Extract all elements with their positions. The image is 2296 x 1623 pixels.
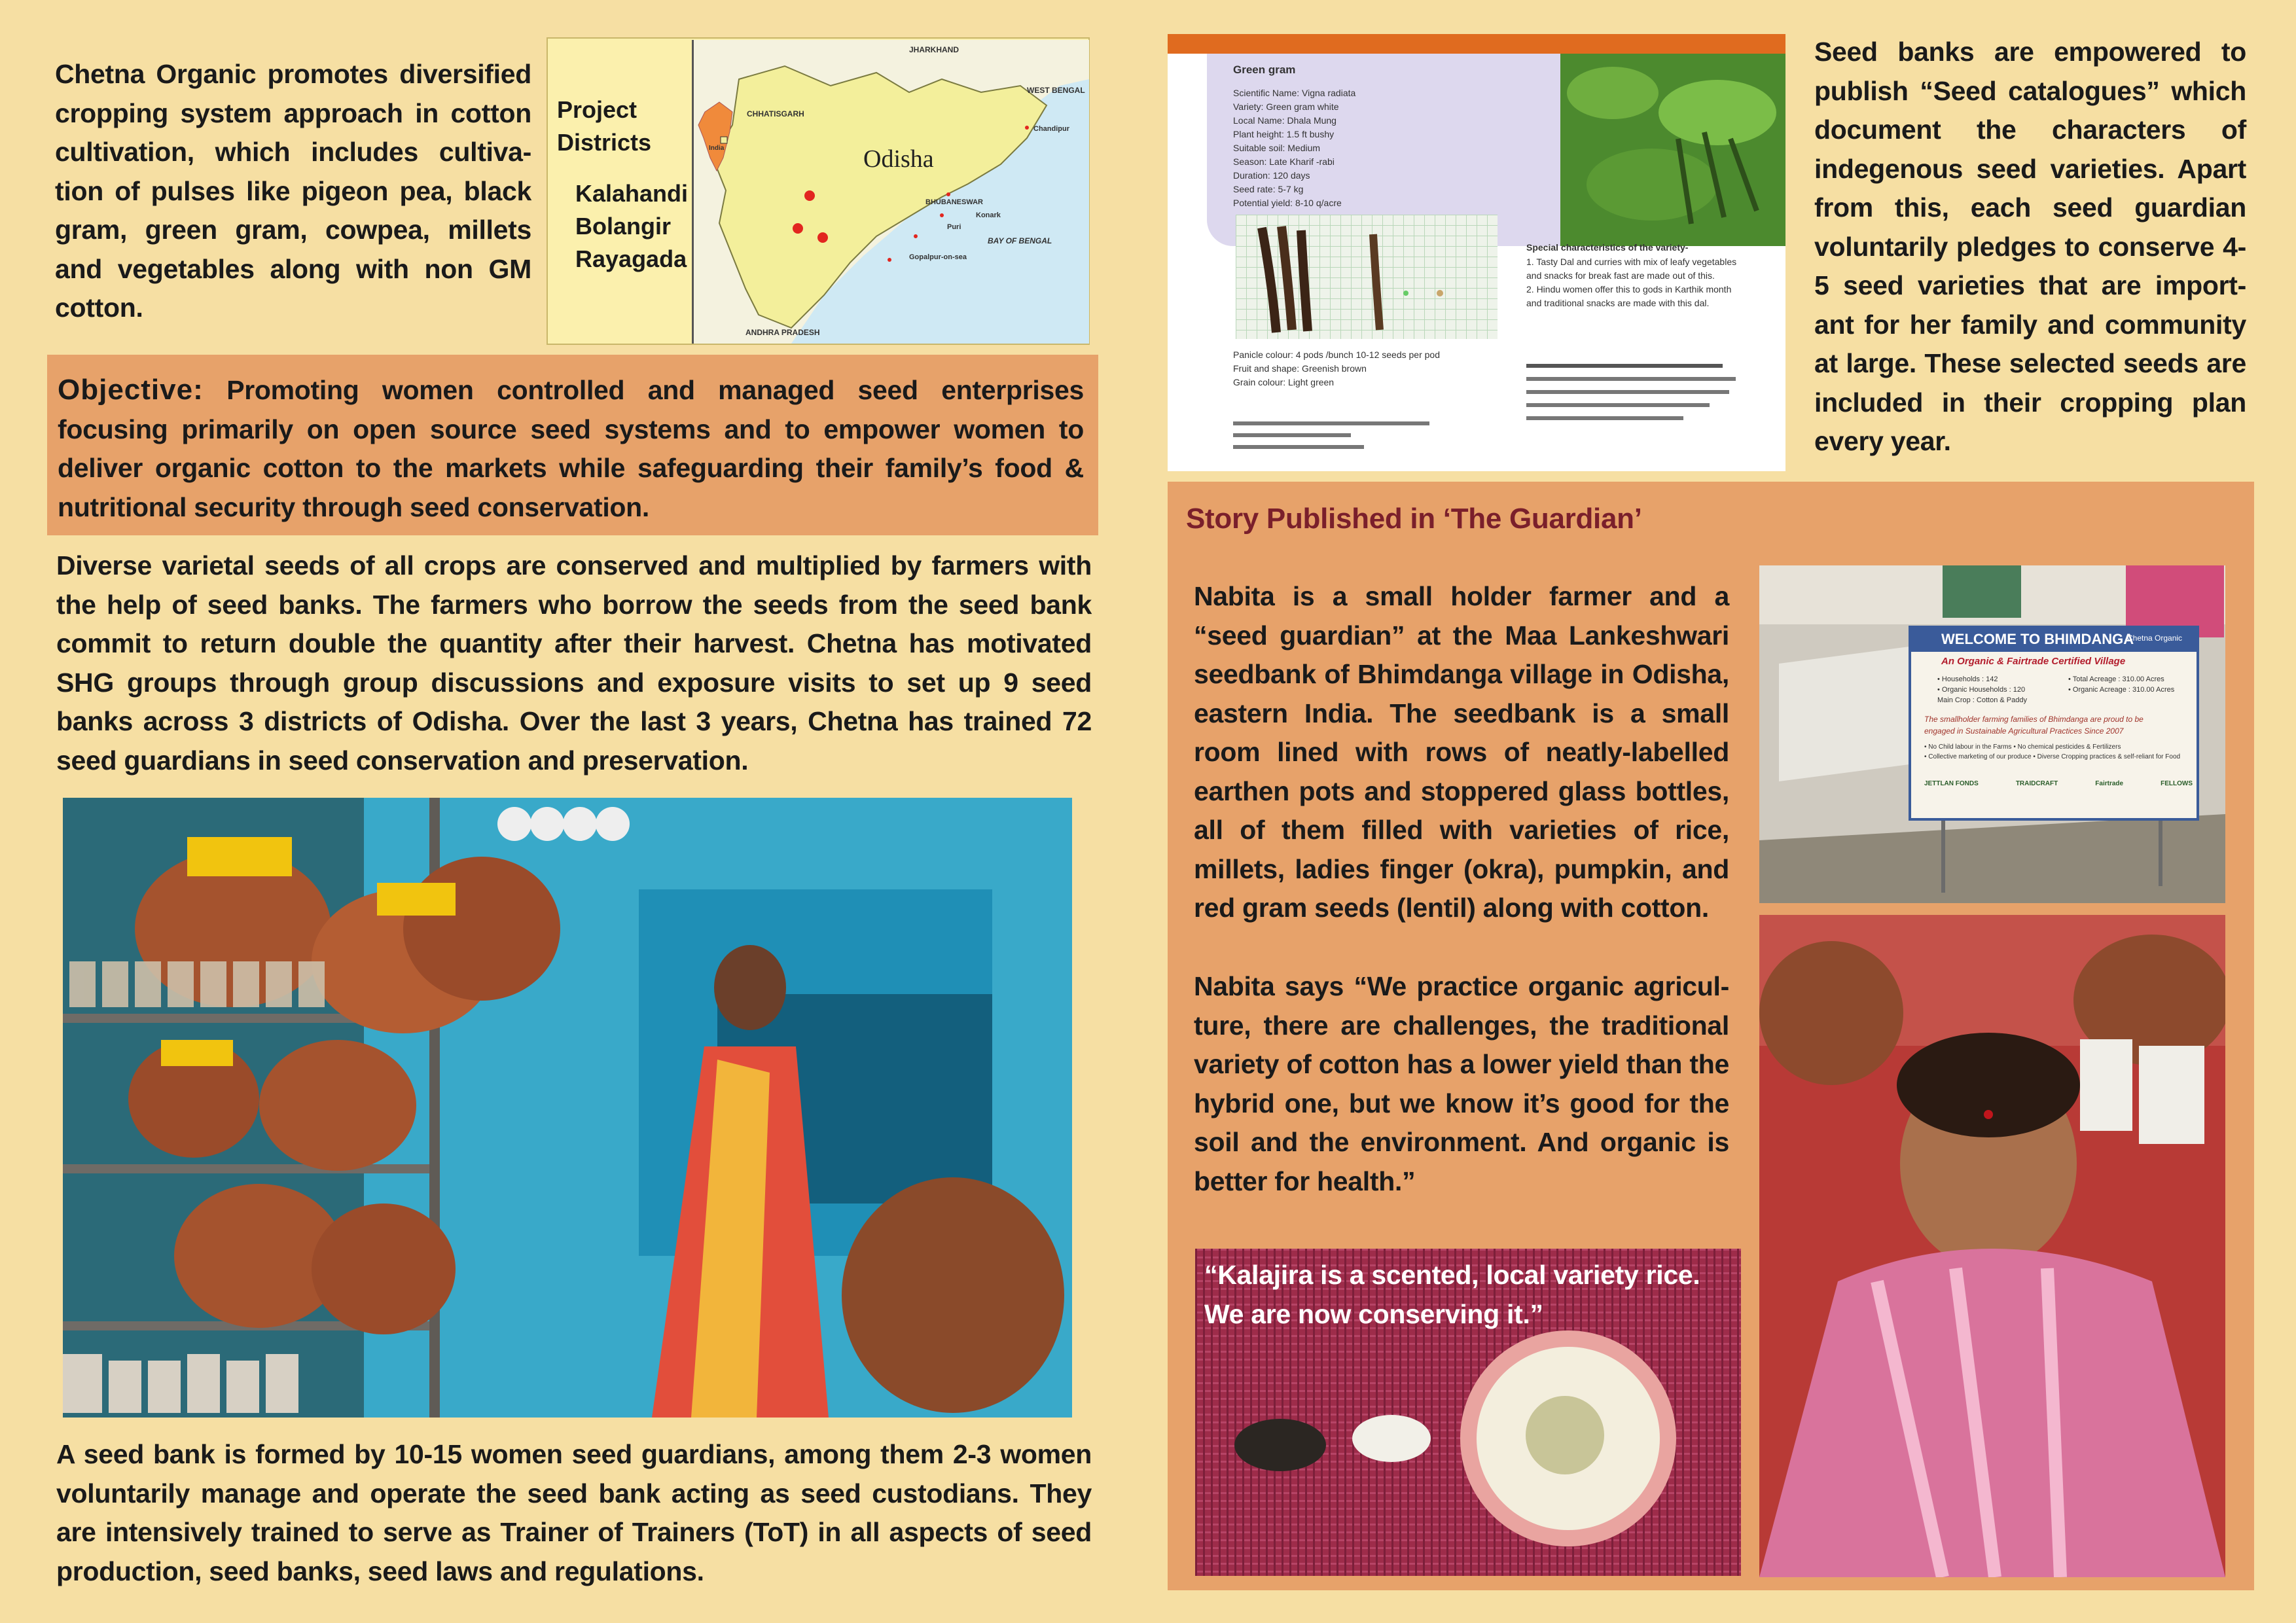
map-heading (557, 94, 651, 159)
signboard-title: WELCOME TO BHIMDANGA (1941, 631, 2134, 647)
seed-catalogue-page (1168, 34, 1785, 471)
guardian-story-text: Nabita is a small holder farmer and a “seed guardian” at the Maa Lankeshwari seedbank of Bhimdanga village in Odisha, eastern India. The seedbank is a small room lined with rows of neatly-labelled earthen pots and stoppered glass bottles, all of them filled with varieties of rice, millets, ladies finger (okra), pumpkin, and red gram seeds (lentil) along with cotton. (1194, 581, 1729, 923)
objective-label: Objective: (58, 374, 204, 406)
rice-caption-line1: “Kalajira is a scented, local variety rice. (1204, 1260, 1700, 1290)
label-odisha: Odisha (863, 145, 934, 173)
catalogue-special-items: 1. Tasty Dal and curries with mix of leafy vegetables and snacks for break fast are made out of this. 2. Hindu women offer this to gods in Karthik month and traditional snacks are made with this dal. (1526, 257, 1737, 308)
label-chandipur: Chandipur (1033, 125, 1069, 133)
district-bolangir: Bolangir (575, 213, 672, 240)
kalajira-rice-photo (1195, 1249, 1741, 1576)
label-chhattisgarh: CHHATISGARH (747, 109, 804, 118)
signboard-lines: The smallholder farming families of Bhimdanga are proud to be engaged in Sustainable Agricultural Practices Since 2007 (1924, 715, 2144, 736)
label-puri: Puri (947, 223, 961, 231)
marker-bolangir (804, 190, 815, 201)
catalogues-text: Seed banks are empowered to publish “Seed catalogues” which document the characters of indegenous seed varieties. Apart from this, each seed guardian voluntarily pledges to conserve 4-5 seed varieties that are import-ant for her family and community at large. These selected seeds are included in their cropping plan every year. (1814, 37, 2246, 456)
signboard-subtitle: An Organic & Fairtrade Certified Village (1941, 656, 2126, 667)
rice-caption-line2: We are now conserving it.” (1204, 1299, 1543, 1329)
marker-kalahandi (793, 223, 803, 234)
signboard (1909, 626, 2199, 821)
label-andhra: ANDHRA PRADESH (745, 328, 820, 337)
signboard-bullets: • No Child labour in the Farms • No chemical pesticides & Fertilizers • Collective marketing of our produce • Diverse Cropping practices & self-reliant for Food (1924, 743, 2181, 760)
green-gram-plant-photo (1560, 54, 1785, 246)
district-kalahandi: Kalahandi (575, 180, 689, 207)
label-jharkhand: JHARKHAND (909, 45, 960, 54)
seedbank-room-illustration (63, 798, 1072, 1418)
catalogue-title: Green gram (1233, 63, 1296, 76)
catalogue-odia-text (1526, 359, 1749, 444)
odisha-map (692, 40, 1089, 344)
label-india-inset: India (709, 145, 725, 152)
catalogue-special-title: Special characteristics of the variety- (1526, 242, 1689, 253)
project-districts-map (547, 37, 1090, 345)
bhimdanga-signboard-photo (1759, 565, 2225, 903)
guardian-quote-text: Nabita says “We practice organic agricul-ture, there are challenges, the traditional variety of cotton has a lower yield than the hybrid one, but we know it’s good for the soil and the environment. And organic is better for health.” (1194, 971, 1729, 1196)
rice-caption (1204, 1255, 1700, 1334)
label-west-bengal: WEST BENGAL (1027, 86, 1085, 95)
signboard-stats-right: • Total Acreage : 310.00 Acres • Organic Acreage : 310.00 Acres (2068, 675, 2175, 694)
label-bhubaneswar: BHUBANESWAR (925, 198, 983, 206)
objective-text: Promoting women controlled and managed seed enterprises focusing primarily on open source seed systems and to empower women to deliver organic cotton to the markets while safeguarding their family’s food & nutritional security through seed conservation. (58, 375, 1084, 522)
signboard-stats-left: • Households : 142 • Organic Households : 120 Main Crop : Cotton & Paddy (1937, 675, 2027, 704)
marker-rayagada (817, 232, 828, 243)
map-heading-line1: Project (557, 96, 637, 123)
label-konark: Konark (976, 211, 1001, 219)
seedbank-text: Diverse varietal seeds of all crops are conserved and multiplied by farmers with the help of seed banks. The farmers who borrow the seeds from the seed bank commit to return double the quantity after their harvest. Chetna has motivated SHG groups through group discussions and exposure visits to set up 9 seed banks across 3 districts of Odisha. Over the last 3 years, Chetna has trained 72 seed guardians in seed conservation and preservation. (56, 550, 1092, 776)
district-rayagada: Rayagada (575, 245, 687, 272)
label-gopalpur: Gopalpur-on-sea (909, 253, 967, 261)
seedbank-room-photo (63, 798, 1072, 1418)
custodians-text: A seed bank is formed by 10-15 women seed guardians, among them 2-3 women voluntarily manage and operate the seed bank acting as seed custodians. They are intensively trained to serve as Trainer of Trainers (ToT) in all aspects of seed production, seed banks, seed laws and regulations. (56, 1439, 1092, 1586)
map-heading-line2: Districts (557, 129, 652, 156)
district-list (575, 177, 688, 276)
guardian-heading: Story Published in ‘The Guardian’ (1186, 503, 1642, 535)
seed-pods-photo (1236, 215, 1498, 339)
odisha-state (713, 66, 1047, 328)
catalogue-odia-bottom (1233, 414, 1429, 457)
signboard-sponsors: JETTLAN FONDS TRAIDCRAFT Fairtrade FELLOWS (1924, 780, 2193, 787)
nabita-portrait-photo (1759, 915, 2225, 1577)
catalogue-panicle: Panicle colour: 4 pods /bunch 10-12 seeds per pod Fruit and shape: Greenish brown Grain colour: Light green (1233, 349, 1440, 387)
objective-box (47, 355, 1098, 535)
catalogue-top-bar (1168, 34, 1785, 54)
intro-text: Chetna Organic promotes diversified cropping system approach in cotton cultivation, which includes cultiva-tion of pulses like pigeon pea, black gram, green gram, cowpea, millets and vegetables along with non GM cotton. (55, 59, 531, 323)
signboard-brand: Chetna Organic (2127, 633, 2183, 643)
catalogue-rows: Scientific Name: Vigna radiata Variety: Green gram white Local Name: Dhala Mung Plant height: 1.5 ft bushy Suitable soil: Medium Season: Late Kharif -rabi Duration: 120 days Seed rate: 5-7 kg Potential yield: 8-10 q/acre (1233, 88, 1356, 208)
label-bay-of-bengal: BAY OF BENGAL (988, 236, 1052, 245)
